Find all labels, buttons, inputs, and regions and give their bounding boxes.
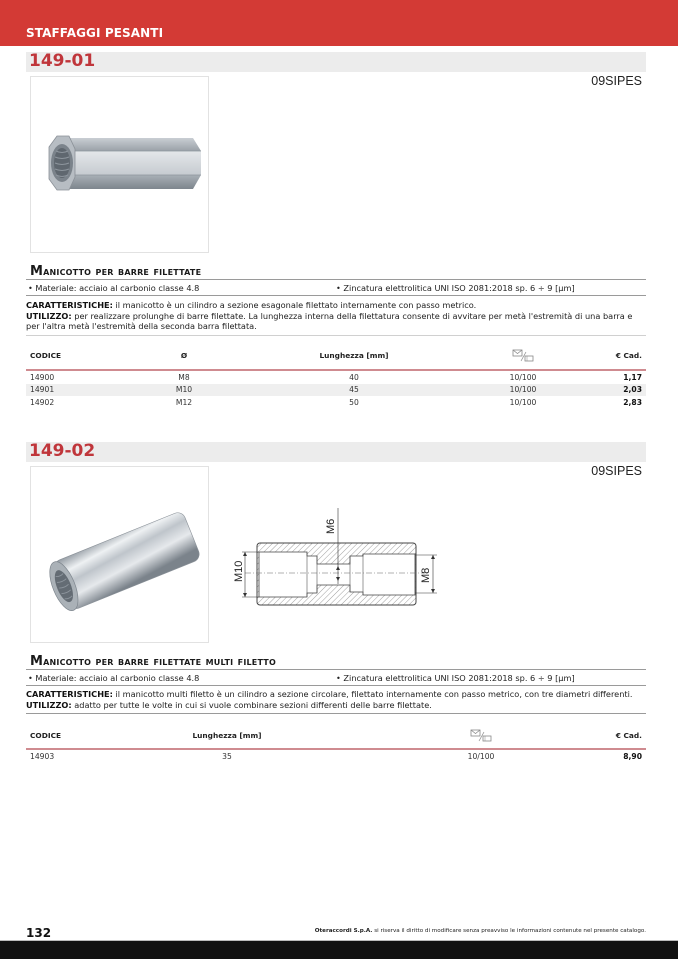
col-length: Lunghezza [mm]	[192, 731, 262, 740]
hexagonal-coupling-nut-image	[31, 77, 208, 252]
cell-price: 2,83	[623, 398, 642, 407]
cell-length: 45	[349, 385, 359, 394]
coating-spec: • Zincatura elettrolitica UNI ISO 2081:2018 sp. 6 ÷ 9 [µm]	[336, 283, 575, 293]
cell-code: 14902	[30, 398, 55, 407]
dimension-m6: M6	[325, 518, 337, 534]
product-code-bar	[26, 52, 646, 72]
product-code: 149-01	[29, 51, 96, 71]
table-header	[26, 349, 646, 363]
cell-code: 14901	[30, 385, 55, 394]
product-title: Manicotto per barre filettate	[30, 264, 202, 279]
dimension-m8: M8	[420, 567, 432, 583]
col-price: € Cad.	[615, 731, 642, 740]
page-number: 132	[26, 926, 52, 940]
characteristics-text: il manicotto è un cilindro a sezione esagonale filettato internamente con passo metrico.	[112, 300, 477, 310]
table-header-rule	[26, 369, 646, 371]
footer-band	[0, 941, 678, 959]
cross-section-drawing	[225, 500, 445, 620]
cell-price: 1,17	[623, 373, 642, 382]
coating-spec: • Zincatura elettrolitica UNI ISO 2081:2018 sp. 6 ÷ 9 [µm]	[336, 673, 575, 683]
characteristics-label: CARATTERISTICHE:	[26, 300, 113, 310]
product-149-01	[26, 52, 646, 412]
table-header-rule	[26, 748, 646, 750]
cell-pack: 10/100	[467, 752, 495, 761]
table-row	[26, 372, 646, 384]
divider	[26, 295, 646, 296]
company-name: Oteraccordi S.p.A.	[314, 928, 373, 934]
cell-price: 8,90	[623, 752, 642, 761]
round-coupling-sleeve-image	[31, 467, 208, 642]
footer-disclaimer	[315, 928, 646, 934]
cell-pack: 10/100	[509, 385, 537, 394]
product-code: 149-02	[29, 441, 96, 461]
cell-length: 40	[349, 373, 359, 382]
header-band	[0, 0, 678, 46]
section-title: STAFFAGGI PESANTI	[26, 26, 164, 40]
dimension-m10: M10	[233, 560, 245, 582]
table-header	[26, 729, 646, 743]
usage-text: adatto per tutte le volte in cui si vuole combinare sezioni differenti delle barre filettate.	[71, 699, 432, 710]
divider	[26, 713, 646, 714]
product-149-02	[26, 442, 646, 772]
product-description	[26, 300, 648, 332]
divider	[26, 335, 646, 336]
table-row	[26, 384, 646, 396]
disclaimer-text: si riserva il diritto di modificare senza preavviso le informazioni contenute nel presente catalogo.	[372, 928, 646, 934]
cell-pack: 10/100	[509, 373, 537, 382]
cell-pack: 10/100	[509, 398, 537, 407]
col-length: Lunghezza [mm]	[319, 351, 389, 360]
table-row	[26, 751, 646, 763]
cell-length: 35	[222, 752, 232, 761]
cell-length: 50	[349, 398, 359, 407]
product-photo	[30, 76, 209, 253]
usage-label: UTILIZZO:	[26, 310, 72, 321]
col-code: CODICE	[30, 351, 62, 360]
material-spec: • Materiale: acciaio al carbonio classe 4.8	[28, 673, 200, 683]
cell-code: 14903	[30, 752, 55, 761]
cell-price: 2,03	[623, 385, 642, 394]
col-code: CODICE	[30, 731, 62, 740]
pack-quantity-icon	[470, 729, 492, 744]
cell-diameter: M12	[175, 398, 193, 407]
material-spec: • Materiale: acciaio al carbonio classe 4.8	[28, 283, 200, 293]
characteristics-text: il manicotto multi filetto è un cilindro a sezione circolare, filettato internamente con passo metrico, con tre diametri differenti.	[112, 689, 633, 699]
product-code-bar	[26, 442, 646, 462]
cell-diameter: M10	[175, 385, 193, 394]
divider	[26, 669, 646, 670]
table-row	[26, 397, 646, 409]
brand-label: 09SIPES	[591, 464, 642, 478]
divider	[26, 685, 646, 686]
product-description	[26, 689, 648, 710]
characteristics-label: CARATTERISTICHE:	[26, 689, 113, 699]
usage-text: per realizzare prolunghe di barre filettate. La lunghezza interna della filettatura consente di avvitare per metà l'estremità di una barra e per l'altra metà l'estremità della seconda barra filettata.	[26, 310, 633, 332]
product-title: Manicotto per barre filettate multi filetto	[30, 654, 276, 669]
col-price: € Cad.	[615, 351, 642, 360]
product-photo	[30, 466, 209, 643]
divider	[26, 279, 646, 280]
cell-diameter: M8	[178, 373, 190, 382]
cell-code: 14900	[30, 373, 55, 382]
usage-label: UTILIZZO:	[26, 699, 72, 710]
col-diameter: Ø	[180, 351, 188, 360]
pack-quantity-icon	[512, 349, 534, 364]
brand-label: 09SIPES	[591, 74, 642, 88]
